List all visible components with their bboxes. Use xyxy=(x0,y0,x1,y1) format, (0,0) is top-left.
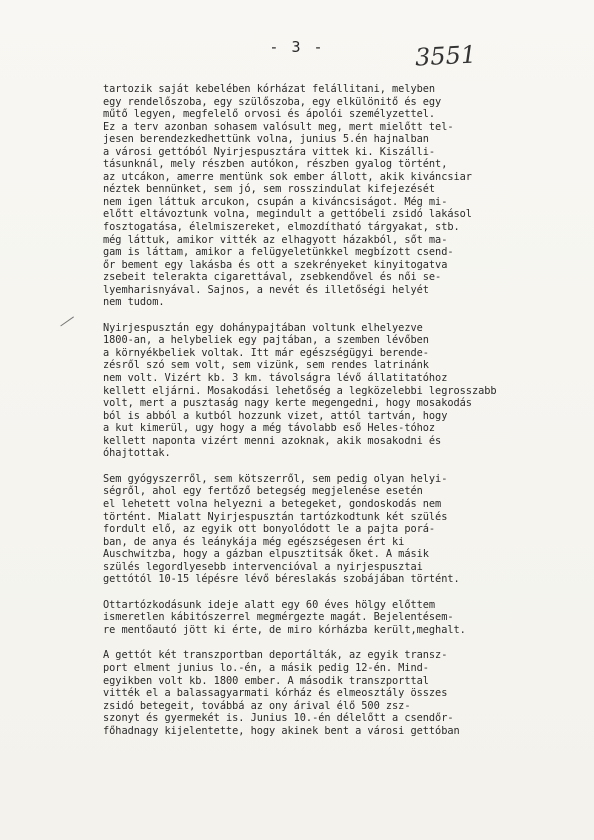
text-line: re mentőautó jött ki érte, de miro kórházba került,meghalt. xyxy=(103,623,466,636)
text-line: Sem gyógyszerről, sem kötszerről, sem pedig olyan helyi- xyxy=(103,472,448,485)
text-line: még láttuk, amikor vitték az elhagyott házakból, sőt ma- xyxy=(103,233,448,246)
paragraph-poisoning xyxy=(103,599,573,637)
text-line: zsebeit telerakta cigarettával, zsebkendővel és női se- xyxy=(103,271,442,284)
text-line: ban, de anya és leánykája még egészségesen ért ki xyxy=(103,535,405,548)
text-line: Ottartózkodásunk ideje alatt egy 60 éves hölgy előttem xyxy=(103,598,436,611)
text-line: Auschwitzba, hogy a gázban elpusztitsák őket. A másik xyxy=(103,548,429,561)
text-line: tartozik saját kebelében kórházat felállitani, melyben xyxy=(103,83,436,95)
text-line: Ez a terv azonban sohasem valósult meg, mert mielőtt tel- xyxy=(103,120,454,133)
text-line: volt, mert a pusztaság nagy kerte megengedni, hogy mosakodás xyxy=(103,397,472,410)
typewritten-body xyxy=(103,83,573,750)
text-line: kellett naponta vizért menni azoknak, akik mosakodni és xyxy=(103,434,442,447)
text-line: kellett eljárni. Mosakodási lehetőség a legközelebbi legrosszabb xyxy=(103,384,497,397)
margin-pencil-mark xyxy=(60,316,79,334)
text-line: ból is abból a kutból hozzunk vizet, attól tartván, hogy xyxy=(103,409,448,422)
text-line: egy rendelőszoba, egy szülőszoba, egy elkülönitő és egy xyxy=(103,95,442,108)
handwritten-archive-number: 3551 xyxy=(414,40,477,72)
text-line: óhajtottak. xyxy=(103,447,171,460)
text-line: A gettót két transzportban deportálták, az egyik transz- xyxy=(103,649,448,662)
text-line: nem igen láttuk arcukon, csupán a kiváncsiságot. Még mi- xyxy=(103,195,448,208)
text-line: fosztogatása, élelmiszereket, elmozdítható tárgyakat, stb. xyxy=(103,221,460,234)
text-line: fordult elő, az egyik ott bonyolódott le a pajta porá- xyxy=(103,523,436,536)
text-line: el lehetett volna helyezni a betegeket, gondoskodás nem xyxy=(103,497,442,510)
text-line: tásunknál, mely részben autókon, részben gyalog történt, xyxy=(103,158,448,171)
text-line: főhadnagy kijelentette, hogy akinek bent a városi gettóban xyxy=(103,724,460,737)
text-line: port elment junius lo.-én, a másik pedig 12-én. Mind- xyxy=(103,661,429,674)
text-line: gam is láttam, amikor a felügyeletünkkel megbízott csend- xyxy=(103,246,454,259)
text-line: néztek bennünket, sem jó, sem rosszindulat kifejezését xyxy=(103,183,436,196)
text-line: előtt eltávoztunk volna, megindult a gettóbeli zsidó lakásol xyxy=(103,208,472,221)
text-line: 1800-an, a helybeliek egy pajtában, a szemben lévőben xyxy=(103,334,429,347)
text-line: történt. Mialatt Nyirjespusztán tartózkodtunk két szülés xyxy=(103,510,448,523)
text-line: lyemharisnyával. Sajnos, a nevét és illetőségi helyét xyxy=(103,283,429,296)
text-line: műtő legyen, megfelelő orvosi és ápolói személyzettel. xyxy=(103,108,436,121)
text-line: őr bement egy lakásba és ott a szekrényeket kinyitogatva xyxy=(103,258,448,271)
text-line: az utcákon, amerre mentünk sok ember állott, akik kiváncsiar xyxy=(103,170,472,183)
text-line: a kut kimerül, ugy hogy a még távolabb eső Heles-tóhoz xyxy=(103,422,436,435)
text-line: nem tudom. xyxy=(103,296,165,309)
text-line: ismeretlen kábitószerrel megmérgezte magát. Bejelentésem- xyxy=(103,611,454,624)
text-line: nem volt. Vizért kb. 3 km. távolságra lévő állatitatóhoz xyxy=(103,372,448,385)
text-line: szülés legordlyesebb intervencióval a nyirjespusztai xyxy=(103,560,423,573)
text-line: zésről szó sem volt, sem vizünk, sem rendes latrinánk xyxy=(103,359,429,372)
text-line: szonyt és gyermekét is. Junius 10.-én délelőtt a csendőr- xyxy=(103,712,454,725)
text-line: a környékbeliek voltak. Itt már egészségügyi berende- xyxy=(103,346,429,359)
text-line: zsidó betegeit, továbbá az ony árival élő 500 zsz- xyxy=(103,699,411,712)
text-line: vitték el a balassagyarmati kórház és elmeosztály összes xyxy=(103,687,448,700)
paragraph-medical-care xyxy=(103,473,573,586)
text-line: gettótól 10-15 lépésre lévő béreslakás szobájában történt. xyxy=(103,573,460,586)
text-line: a városi gettóból Nyirjespusztára vittek ki. Kiszálli- xyxy=(103,145,436,158)
text-line: jesen berendezkedhettünk volna, junius 5.én hajnalban xyxy=(103,133,429,146)
text-line: ségről, ahol egy fertőző betegség megjelenése esetén xyxy=(103,485,423,498)
paragraph-tobacco-barn xyxy=(103,322,573,460)
page-number: - 3 - xyxy=(269,38,325,56)
paragraph-deportation xyxy=(103,649,573,737)
text-line: egyikben volt kb. 1800 ember. A második transzporttal xyxy=(103,674,429,687)
text-line: Nyirjespusztán egy dohánypajtában voltunk elhelyezve xyxy=(103,321,423,334)
paragraph-hospital-plan xyxy=(103,83,573,309)
